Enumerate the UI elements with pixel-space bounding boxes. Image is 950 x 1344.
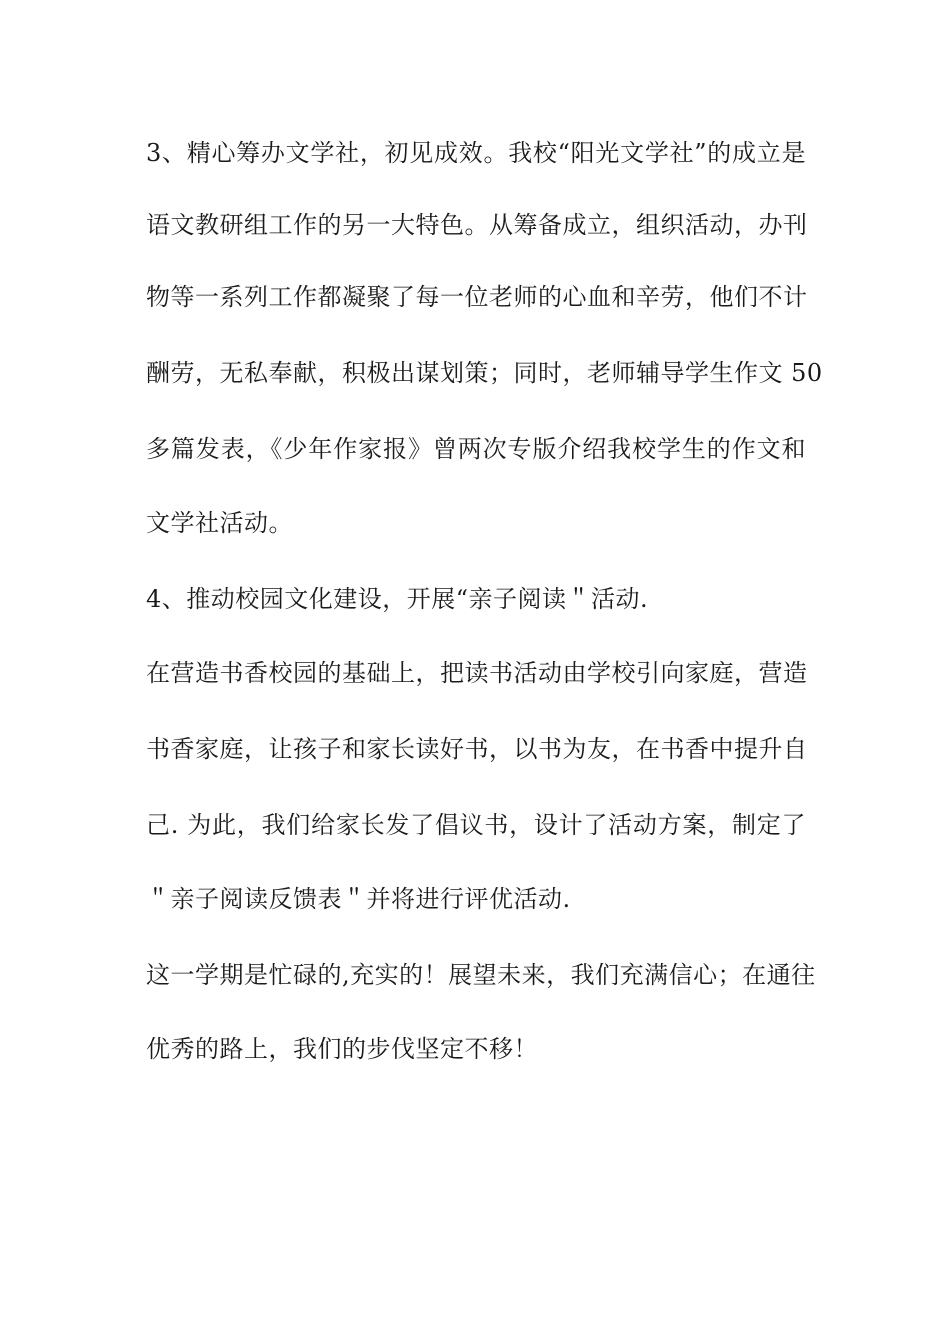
text-line: 酬劳，无私奉献，积极出谋划策；同时，老师辅导学生作文 50 xyxy=(146,359,823,387)
text-line: 语文教研组工作的另一大特色。从筹备成立，组织活动，办刊 xyxy=(146,211,808,239)
text-line: 优秀的路上，我们的步伐坚定不移！ xyxy=(146,1035,538,1063)
text-line: 3、精心筹办文学社，初见成效。我校“阳光文学社”的成立是 xyxy=(146,139,806,167)
text-line: 己. 为此，我们给家长发了倡议书，设计了活动方案，制定了 xyxy=(146,811,806,839)
text-line: 在营造书香校园的基础上，把读书活动由学校引向家庭，营造 xyxy=(146,659,808,687)
text-line: 多篇发表，《少年作家报》曾两次专版介绍我校学生的作文和 xyxy=(146,435,806,463)
text-line: 文学社活动。 xyxy=(146,509,293,537)
text-line: 这一学期是忙碌的,充实的！展望未来，我们充满信心；在通往 xyxy=(146,961,816,989)
text-line: ＂亲子阅读反馈表＂并将进行评优活动. xyxy=(146,885,571,913)
text-line: 4、推动校园文化建设，开展“亲子阅读＂活动. xyxy=(146,585,649,613)
text-line: 物等一系列工作都凝聚了每一位老师的心血和辛劳，他们不计 xyxy=(146,283,808,311)
text-line: 书香家庭，让孩子和家长读好书，以书为友，在书香中提升自 xyxy=(146,735,808,763)
